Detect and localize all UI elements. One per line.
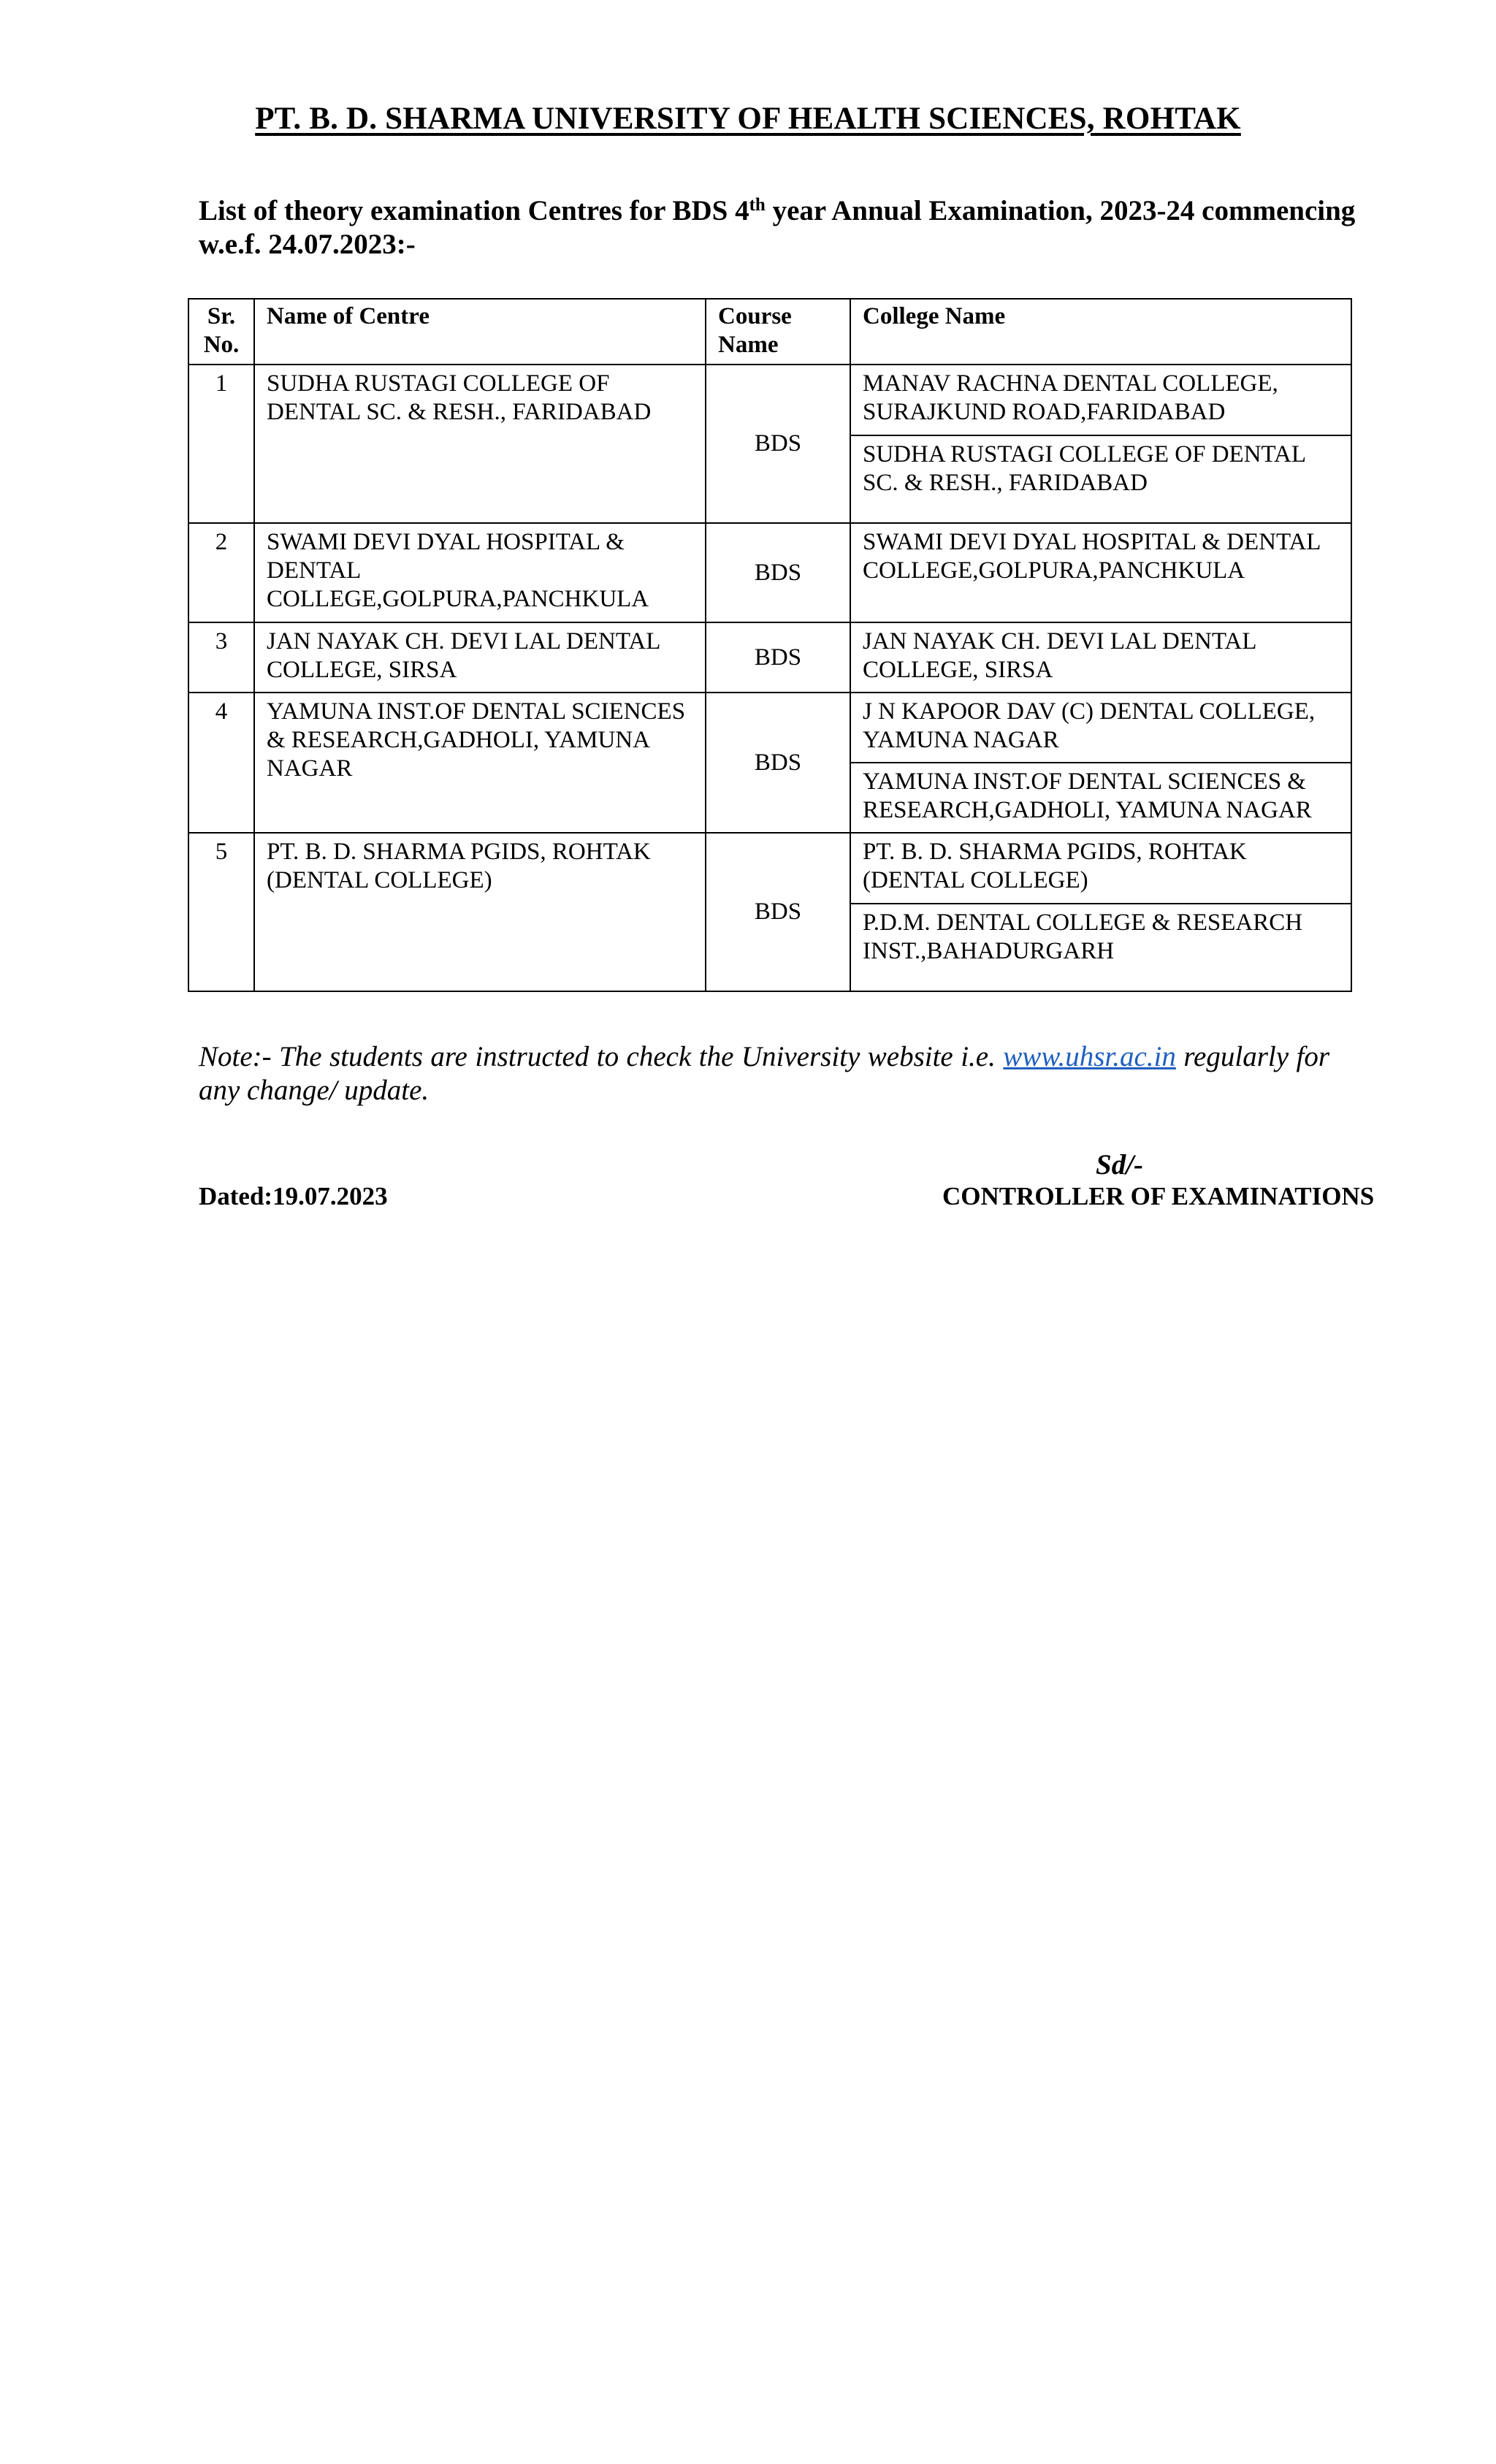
sr-cell: 3 bbox=[188, 622, 254, 693]
course-cell: BDS bbox=[706, 693, 850, 833]
note-text bbox=[199, 1040, 1329, 1107]
centre-cell: PT. B. D. SHARMA PGIDS, ROHTAK (DENTAL COLLEGE) bbox=[254, 833, 706, 991]
college-cell: MANAV RACHNA DENTAL COLLEGE, SURAJKUND ROAD,FARIDABAD bbox=[850, 365, 1351, 435]
subtitle-prefix: List of theory examination Centres for BDS 4 bbox=[199, 195, 749, 226]
centre-cell: SWAMI DEVI DYAL HOSPITAL & DENTAL COLLEGE,GOLPURA,PANCHKULA bbox=[254, 523, 706, 622]
course-cell: BDS bbox=[706, 523, 850, 622]
centre-cell: YAMUNA INST.OF DENTAL SCIENCES & RESEARCH,GADHOLI, YAMUNA NAGAR bbox=[254, 693, 706, 833]
sr-cell: 4 bbox=[188, 693, 254, 833]
centres-table bbox=[188, 298, 1352, 992]
header-college-name: College Name bbox=[850, 299, 1351, 365]
signatory-title: CONTROLLER OF EXAMINATIONS bbox=[942, 1182, 1375, 1210]
college-cell: JAN NAYAK CH. DEVI LAL DENTAL COLLEGE, SIRSA bbox=[850, 622, 1351, 693]
page-title: PT. B. D. SHARMA UNIVERSITY OF HEALTH SCIENCES, ROHTAK bbox=[255, 102, 1241, 136]
centre-cell: JAN NAYAK CH. DEVI LAL DENTAL COLLEGE, SIRSA bbox=[254, 622, 706, 693]
note-body: Note:- The students are instructed to check the University website i.e. bbox=[199, 1041, 1004, 1072]
header-centre-name: Name of Centre bbox=[254, 299, 706, 365]
college-cell: SWAMI DEVI DYAL HOSPITAL & DENTAL COLLEGE,GOLPURA,PANCHKULA bbox=[850, 523, 1351, 622]
college-cell: J N KAPOOR DAV (C) DENTAL COLLEGE, YAMUNA NAGAR bbox=[850, 693, 1351, 763]
sr-cell: 5 bbox=[188, 833, 254, 991]
sr-cell: 2 bbox=[188, 523, 254, 622]
centre-cell: SUDHA RUSTAGI COLLEGE OF DENTAL SC. & RESH., FARIDABAD bbox=[254, 365, 706, 523]
college-cell: PT. B. D. SHARMA PGIDS, ROHTAK (DENTAL COLLEGE) bbox=[850, 833, 1351, 904]
sr-cell: 1 bbox=[188, 365, 254, 523]
course-cell: BDS bbox=[706, 622, 850, 693]
header-course-name: Course Name bbox=[706, 299, 850, 365]
exam-list-subtitle bbox=[199, 194, 1411, 262]
note-suffix: regularly for any change/ update. bbox=[199, 1041, 1329, 1106]
table-row bbox=[188, 693, 1351, 763]
table-row bbox=[188, 523, 1351, 622]
dated-text: Dated:19.07.2023 bbox=[199, 1182, 388, 1210]
table-header-row bbox=[188, 299, 1351, 365]
university-website-link[interactable]: www.uhsr.ac.in bbox=[1003, 1041, 1176, 1072]
table-row bbox=[188, 365, 1351, 435]
header-sr-no: Sr. No. bbox=[188, 299, 254, 365]
table-row bbox=[188, 833, 1351, 904]
college-cell: SUDHA RUSTAGI COLLEGE OF DENTAL SC. & RESH., FARIDABAD bbox=[850, 435, 1351, 523]
table-row bbox=[188, 622, 1351, 693]
course-cell: BDS bbox=[706, 833, 850, 991]
college-cell: YAMUNA INST.OF DENTAL SCIENCES & RESEARCH,GADHOLI, YAMUNA NAGAR bbox=[850, 763, 1351, 833]
college-cell: P.D.M. DENTAL COLLEGE & RESEARCH INST.,BAHADURGARH bbox=[850, 904, 1351, 991]
subtitle-suffix: year Annual Examination, 2023-24 commencing w.e.f. 24.07.2023:- bbox=[199, 195, 1356, 260]
course-cell: BDS bbox=[706, 365, 850, 523]
subtitle-superscript: th bbox=[749, 195, 766, 215]
signature-sd: Sd/- bbox=[1096, 1149, 1144, 1180]
